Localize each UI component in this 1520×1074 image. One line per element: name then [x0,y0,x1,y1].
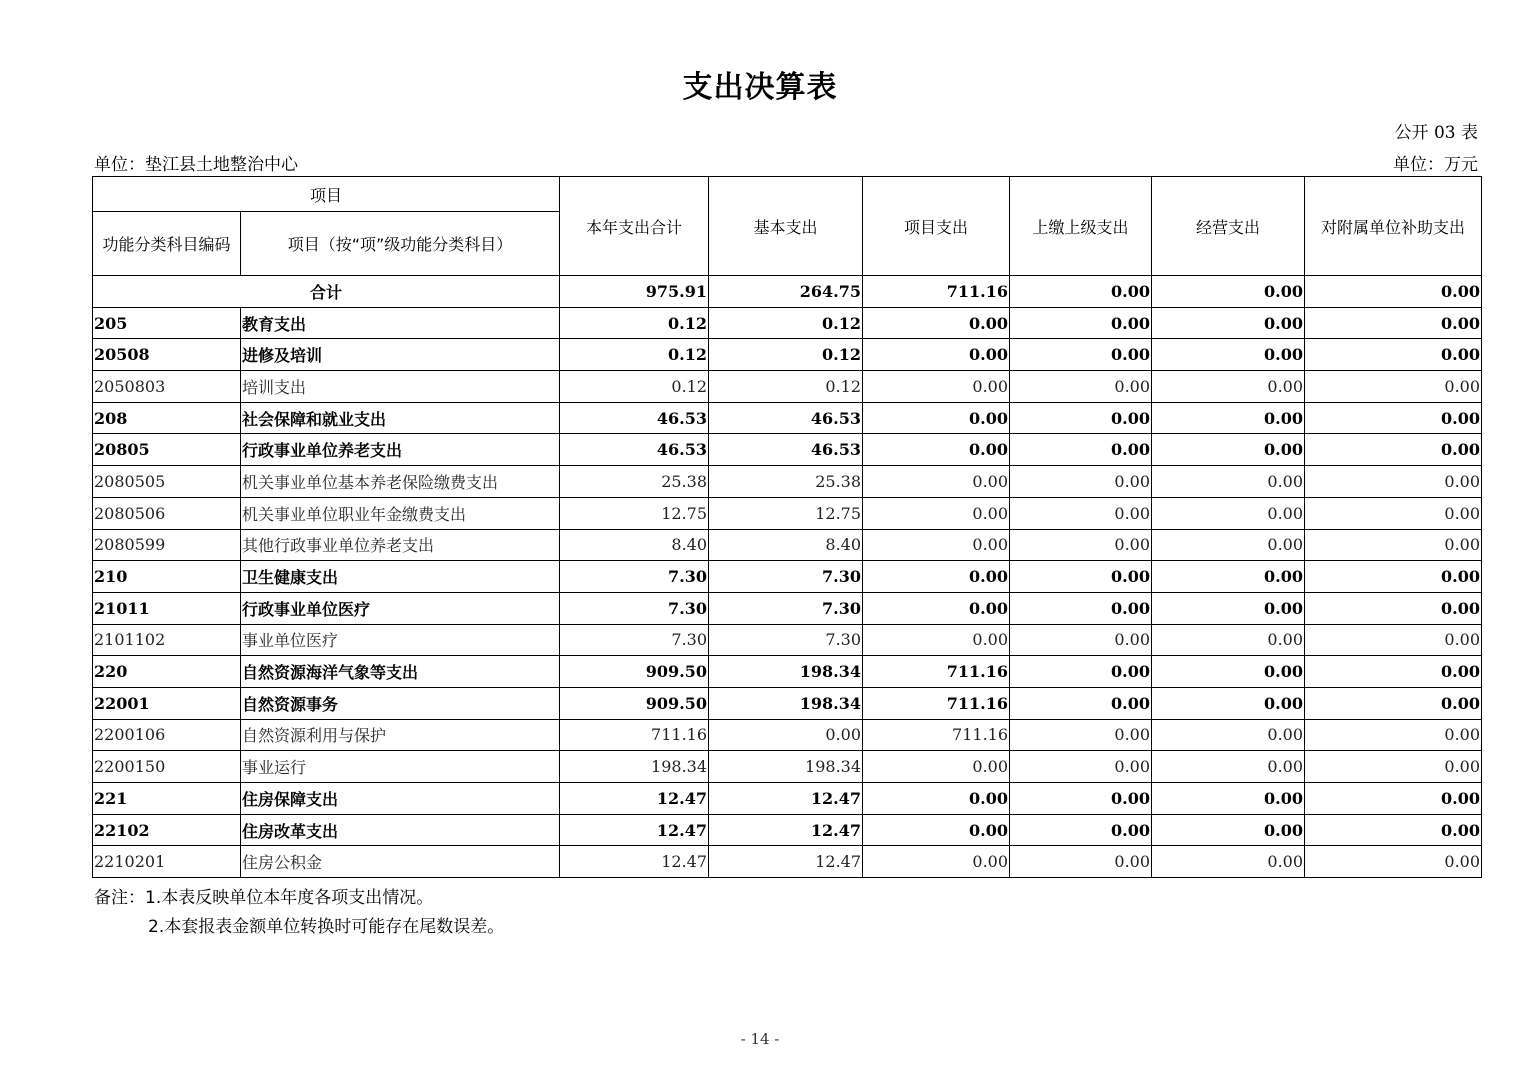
row-value: 0.00 [1152,402,1305,434]
expenditure-table [92,176,1482,878]
row-value: 0.00 [863,846,1010,878]
total-label: 合计 [93,276,560,308]
row-name: 事业运行 [241,751,560,783]
row-name: 自然资源海洋气象等支出 [241,656,560,688]
table-row [93,529,1482,561]
row-code: 20805 [93,434,241,466]
table-row [93,751,1482,783]
row-value: 12.47 [709,814,863,846]
row-value: 0.00 [1152,592,1305,624]
table-row [93,783,1482,815]
row-value: 0.00 [1305,719,1482,751]
header-code: 功能分类科目编码 [93,212,241,276]
row-name: 进修及培训 [241,339,560,371]
row-value: 0.00 [1010,719,1152,751]
row-value: 0.00 [1010,307,1152,339]
table-row [93,434,1482,466]
row-value: 0.00 [1010,751,1152,783]
row-value: 0.00 [1010,814,1152,846]
row-code: 220 [93,656,241,688]
row-value: 0.00 [1152,814,1305,846]
note-line-2: 2.本套报表金额单位转换时可能存在尾数误差。 [148,917,505,937]
header-upper: 上缴上级支出 [1010,177,1152,276]
row-code: 20508 [93,339,241,371]
row-value: 198.34 [709,656,863,688]
table-row [93,466,1482,498]
table-body [93,276,1482,878]
row-value: 12.47 [560,814,709,846]
row-value: 7.30 [560,561,709,593]
row-value: 0.00 [1010,402,1152,434]
row-value: 0.00 [863,339,1010,371]
row-value: 0.00 [863,783,1010,815]
row-value: 0.00 [863,529,1010,561]
row-name: 住房公积金 [241,846,560,878]
header-basic: 基本支出 [709,177,863,276]
row-value: 8.40 [709,529,863,561]
row-value: 0.00 [1305,307,1482,339]
note-line-1: 备注：1.本表反映单位本年度各项支出情况。 [94,888,434,908]
row-value: 0.12 [709,371,863,403]
row-value: 0.00 [863,561,1010,593]
row-value: 7.30 [709,561,863,593]
row-value: 0.12 [560,307,709,339]
row-value: 0.00 [1010,687,1152,719]
row-value: 0.00 [1010,434,1152,466]
total-value: 975.91 [560,276,709,308]
row-code: 2080506 [93,497,241,529]
notes [94,884,504,942]
row-value: 0.00 [1305,592,1482,624]
header-name: 项目（按“项”级功能分类科目） [241,212,560,276]
row-code: 2080505 [93,466,241,498]
row-name: 其他行政事业单位养老支出 [241,529,560,561]
row-value: 0.12 [709,339,863,371]
row-value: 0.00 [1010,846,1152,878]
row-value: 46.53 [709,434,863,466]
row-value: 0.12 [560,371,709,403]
row-value: 0.00 [863,466,1010,498]
row-name: 自然资源事务 [241,687,560,719]
header-project: 项目支出 [863,177,1010,276]
row-code: 2200150 [93,751,241,783]
row-value: 0.00 [1152,371,1305,403]
row-value: 0.00 [863,751,1010,783]
row-code: 208 [93,402,241,434]
row-code: 221 [93,783,241,815]
row-value: 0.00 [863,497,1010,529]
row-value: 0.00 [1010,339,1152,371]
table-row [93,497,1482,529]
row-value: 46.53 [560,402,709,434]
row-value: 12.47 [709,783,863,815]
row-value: 909.50 [560,656,709,688]
row-value: 0.00 [863,814,1010,846]
header-business: 经营支出 [1152,177,1305,276]
row-value: 25.38 [709,466,863,498]
row-value: 0.00 [863,624,1010,656]
currency-unit: 单位：万元 [1393,155,1478,175]
row-value: 0.00 [1305,529,1482,561]
table-row [93,307,1482,339]
page-number: - 14 - [740,1030,780,1048]
table-row [93,592,1482,624]
row-name: 培训支出 [241,371,560,403]
reporting-unit: 单位：垫江县土地整治中心 [94,155,298,175]
row-value: 711.16 [863,719,1010,751]
table-row [93,339,1482,371]
row-value: 0.00 [863,371,1010,403]
row-value: 198.34 [709,751,863,783]
row-value: 12.47 [709,846,863,878]
total-value: 0.00 [1152,276,1305,308]
row-value: 12.47 [560,783,709,815]
row-name: 行政事业单位医疗 [241,592,560,624]
row-value: 7.30 [709,592,863,624]
row-name: 事业单位医疗 [241,624,560,656]
row-value: 0.00 [1010,783,1152,815]
row-value: 0.00 [1305,751,1482,783]
row-value: 711.16 [863,656,1010,688]
row-value: 0.00 [1152,561,1305,593]
total-row [93,276,1482,308]
row-code: 22102 [93,814,241,846]
row-value: 0.00 [1152,497,1305,529]
row-value: 0.00 [1152,307,1305,339]
table-row [93,719,1482,751]
row-value: 0.00 [863,307,1010,339]
row-value: 25.38 [560,466,709,498]
row-name: 行政事业单位养老支出 [241,434,560,466]
row-value: 0.00 [709,719,863,751]
row-value: 0.00 [1305,497,1482,529]
row-value: 0.00 [1010,497,1152,529]
table-row [93,371,1482,403]
row-name: 卫生健康支出 [241,561,560,593]
header-total: 本年支出合计 [560,177,709,276]
total-value: 264.75 [709,276,863,308]
row-value: 0.00 [863,592,1010,624]
row-value: 0.00 [1152,466,1305,498]
table-row [93,561,1482,593]
row-value: 0.00 [1305,656,1482,688]
row-value: 0.00 [1152,719,1305,751]
row-value: 46.53 [709,402,863,434]
row-code: 22001 [93,687,241,719]
row-value: 0.00 [1305,814,1482,846]
row-value: 0.00 [1010,656,1152,688]
row-value: 0.00 [1305,371,1482,403]
row-code: 210 [93,561,241,593]
row-value: 7.30 [709,624,863,656]
row-name: 社会保障和就业支出 [241,402,560,434]
total-value: 0.00 [1010,276,1152,308]
row-value: 0.00 [1152,751,1305,783]
row-value: 0.00 [1010,592,1152,624]
row-value: 12.75 [560,497,709,529]
header-subsidy: 对附属单位补助支出 [1305,177,1482,276]
table-row [93,624,1482,656]
row-value: 0.00 [1152,846,1305,878]
row-name: 教育支出 [241,307,560,339]
row-value: 12.75 [709,497,863,529]
row-name: 住房保障支出 [241,783,560,815]
table-row [93,814,1482,846]
row-value: 0.00 [1152,434,1305,466]
total-value: 711.16 [863,276,1010,308]
table-row [93,687,1482,719]
row-code: 2101102 [93,624,241,656]
row-value: 0.00 [1305,466,1482,498]
row-code: 2210201 [93,846,241,878]
row-value: 0.00 [863,434,1010,466]
row-value: 12.47 [560,846,709,878]
row-value: 8.40 [560,529,709,561]
row-value: 0.00 [1305,402,1482,434]
table-row [93,846,1482,878]
row-value: 0.00 [1152,339,1305,371]
row-value: 0.00 [1305,687,1482,719]
row-value: 909.50 [560,687,709,719]
row-code: 2050803 [93,371,241,403]
row-value: 0.00 [1305,561,1482,593]
row-value: 0.00 [1305,846,1482,878]
row-value: 0.00 [1305,624,1482,656]
form-number: 公开 03 表 [1394,123,1478,143]
row-value: 0.12 [560,339,709,371]
total-value: 0.00 [1305,276,1482,308]
row-name: 机关事业单位职业年金缴费支出 [241,497,560,529]
header-item: 项目 [93,177,560,212]
row-value: 711.16 [560,719,709,751]
row-code: 205 [93,307,241,339]
row-value: 46.53 [560,434,709,466]
row-value: 7.30 [560,592,709,624]
row-value: 0.00 [1010,529,1152,561]
row-value: 0.00 [1152,687,1305,719]
row-value: 0.00 [1305,434,1482,466]
row-value: 0.00 [1010,561,1152,593]
row-value: 0.00 [1305,339,1482,371]
row-value: 0.00 [863,402,1010,434]
table-row [93,656,1482,688]
row-value: 0.00 [1152,529,1305,561]
row-value: 0.00 [1152,783,1305,815]
row-value: 198.34 [709,687,863,719]
row-name: 自然资源利用与保护 [241,719,560,751]
row-code: 2080599 [93,529,241,561]
row-value: 7.30 [560,624,709,656]
row-name: 机关事业单位基本养老保险缴费支出 [241,466,560,498]
row-value: 0.00 [1010,371,1152,403]
row-value: 711.16 [863,687,1010,719]
row-value: 0.00 [1305,783,1482,815]
row-value: 0.00 [1010,624,1152,656]
table-row [93,402,1482,434]
row-value: 0.00 [1152,624,1305,656]
row-value: 0.12 [709,307,863,339]
row-code: 2200106 [93,719,241,751]
row-code: 21011 [93,592,241,624]
page-title: 支出决算表 [682,70,838,105]
row-value: 0.00 [1152,656,1305,688]
row-value: 198.34 [560,751,709,783]
row-name: 住房改革支出 [241,814,560,846]
row-value: 0.00 [1010,466,1152,498]
